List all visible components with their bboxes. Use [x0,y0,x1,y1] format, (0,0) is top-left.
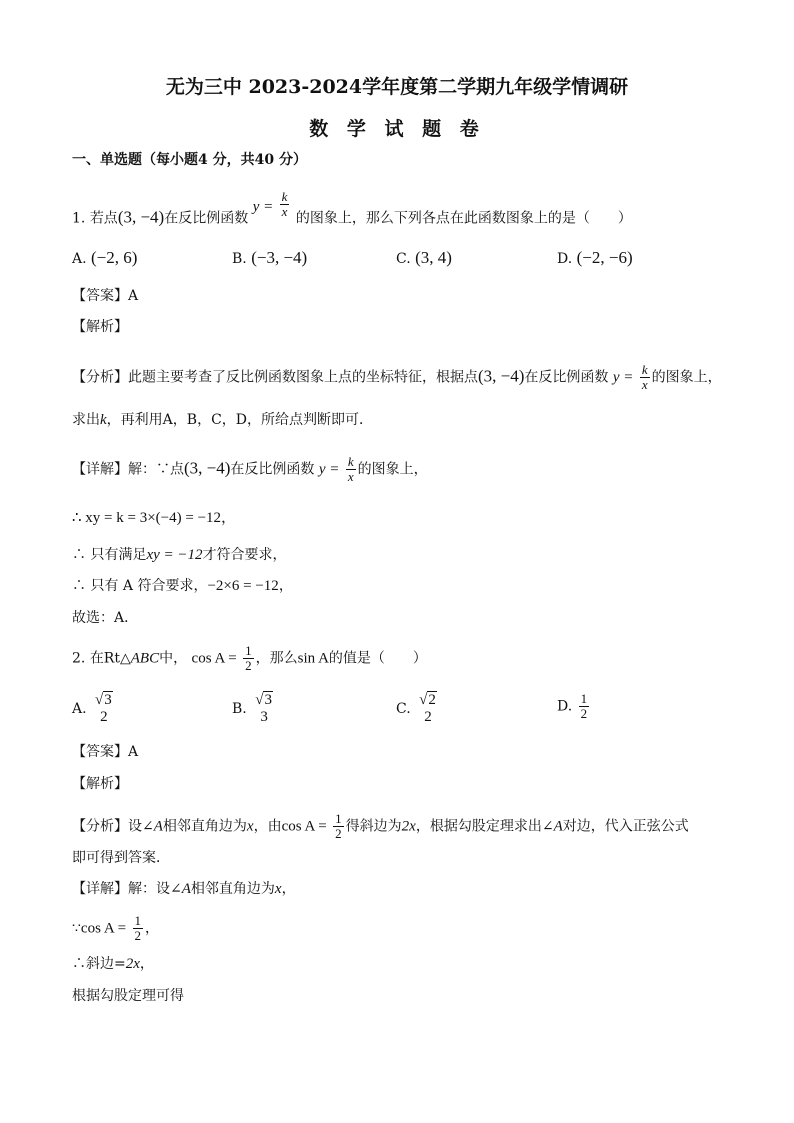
question-number: 1. [72,210,86,227]
solution-step: 根据勾股定理可得 [72,988,184,1004]
solution-step: ∴ xy = k = 3×(−4) = −12， [72,510,237,526]
section-heading: 一、单选题（每小题4 分，共40 分） [72,152,307,168]
document-subtitle: 数 学 试 题 卷 [309,118,485,140]
math-fraction: $\frac{1}{2}$ [580,691,588,721]
analysis-paragraph: 【分析】设∠A相邻直角边为x，由cos A = $\frac{1}{2}$ 得斜边为2x，根据勾股定理求出∠A对边，代入正弦公式 [72,811,689,841]
option-d: D. $\frac{1}{2}$ [557,691,588,721]
math-fraction: $\frac{k}{x}$ [641,362,648,392]
question-1-stem: 1. 若点(3, −4)在反比例函数 y = $\frac{k}{x}$ 的图象上，那么下列各点在此函数图象上的是（ ） [72,189,632,227]
math-fraction: $\frac{1}{2}$ [245,643,252,673]
analysis-label: 【解析】 [72,776,128,792]
option-c: C. √2 2 [396,692,441,726]
math-point: (3, −4) [117,207,165,227]
analysis-label: 【解析】 [72,319,128,335]
document-title: 无为三中 2023-2024学年度第二学期九年级学情调研 [165,76,629,98]
analysis-paragraph-line2: 求出k，再利用A，B，C，D，所给点判断即可． [72,412,374,428]
math-fraction: $\frac{k}{x}$ [281,189,288,219]
math-lhs: y = [252,198,274,215]
option-b: B. √3 3 [232,692,277,726]
math-fraction: $\frac{1}{2}$ [335,811,342,841]
option-c: C. (3, 4) [396,248,452,267]
analysis-paragraph: 【分析】此题主要考查了反比例函数图象上点的坐标特征，根据点(3, −4)在反比例函数 y = $\frac{k}{x}$ 的图象上， [72,362,722,392]
solution-step: ∵cos A = $\frac{1}{2}$ ， [72,913,160,943]
math-fraction: $\frac{k}{x}$ [347,454,354,484]
math-fraction: $\frac{1}{2}$ [134,913,142,943]
sqrt-symbol: √3 [95,692,112,708]
conclusion: 故选：A． [72,610,139,626]
math-fraction: √3 3 [255,692,272,725]
option-d: D. (−2, −6) [557,248,633,267]
question-number: 2. [72,650,86,667]
question-2-stem: 2. 在Rt△ABC中， cos A = $\frac{1}{2}$ ，那么sin A的值是（ ） [72,643,427,673]
math-fraction: √3 2 [95,692,112,725]
option-b: B. (−3, −4) [232,248,308,267]
answer-line: 【答案】A [72,744,139,760]
solution-step: ∴ 只有满足xy = −12才符合要求， [72,547,287,563]
solution-step: ∴斜边=2x， [72,956,154,972]
detail-paragraph: 【详解】解：∵点(3, −4)在反比例函数 y = $\frac{k}{x}$ 的图象上， [72,454,428,484]
sqrt-symbol: √3 [255,692,272,708]
solution-step: ∴ 只有 A 符合要求，−2×6 = −12， [72,578,293,594]
sqrt-symbol: √2 [419,692,436,708]
option-a: A. (−2, 6) [72,248,138,267]
math-fraction: √2 2 [419,692,436,725]
analysis-paragraph-line2: 即可得到答案． [72,850,170,866]
answer-line: 【答案】A [72,288,139,304]
detail-paragraph: 【详解】解：设∠A相邻直角边为x， [72,881,296,897]
option-a: A. √3 2 [72,692,117,726]
